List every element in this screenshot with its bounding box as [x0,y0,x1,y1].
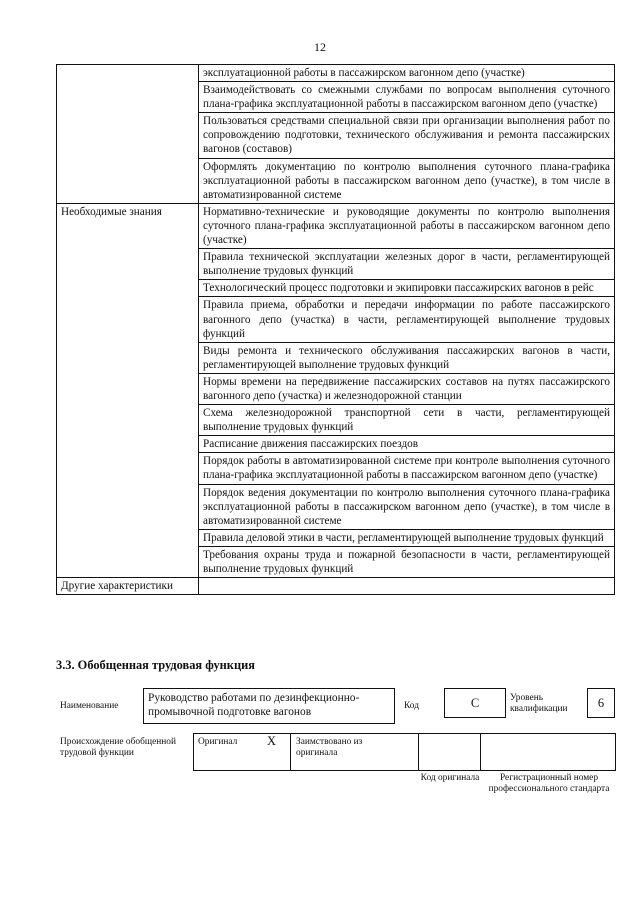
skills-knowledge-table [56,64,615,595]
table-row [57,65,615,82]
table-cell: Оформлять документацию по контролю выполнения суточного плана-графика эксплуатационной работы в пассажирском вагонном депо (участке), в том числе в автоматизированной системе [199,158,615,203]
code-original-caption: Код оригинала [420,773,480,783]
table-cell: Взаимодействовать со смежными службами по вопросам выполнения суточного плана-графика эксплуатационной работы в пассажирском вагонном депо (участке) [199,82,615,113]
table-cell: Правила технической эксплуатации железных дорог в части, регламентирующей выполнение трудовых функций [199,249,615,280]
level-value: 6 [587,688,615,718]
other-value [199,578,615,595]
knowledge-label: Необходимые знания [57,203,199,577]
code-label: Код [404,701,419,711]
divider [480,733,481,771]
divider [290,733,291,771]
name-value: Руководство работами по дезинфекционно-промывочной подготовке вагонов [143,688,395,724]
continuation-label-cell [57,65,199,204]
table-cell: Схема железнодорожной транспортной сети в части, регламентирующей выполнение трудовых функций [199,405,615,436]
table-cell: Порядок ведения документации по контролю выполнения суточного плана-графика эксплуатационной работы в пассажирском вагонном депо (участке), в том числе в автоматизированной системе [199,484,615,529]
table-cell: Требования охраны труда и пожарной безопасности в части, регламентирующей выполнение трудовых функций [199,546,615,577]
borrowed-label: Заимствовано из оригинала [296,737,363,758]
table-cell: Нормы времени на передвижение пассажирских составов на путях пассажирского вагонного депо (участка) и железнодорожной станции [199,373,615,404]
name-label: Наименование [60,701,119,711]
page-number: 12 [314,40,326,54]
table-cell: Технологический процесс подготовки и экипировки пассажирских вагонов в рейс [199,280,615,297]
original-mark: X [267,734,277,748]
table-cell: Пользоваться средствами специальной связи при организации выполнения работ по сопровождению подготовки, технического обслуживания и ремонта пассажирских вагонов (составов) [199,113,615,158]
code-value: C [444,688,506,718]
level-label: Уровень квалификации [510,693,568,714]
table-cell: эксплуатационной работы в пассажирском вагонном депо (участке) [199,65,615,82]
table-cell: Виды ремонта и технического обслуживания пассажирских вагонов в части, регламентирующей выполнение трудовых функций [199,342,615,373]
section-title: 3.3. Обобщенная трудовая функция [56,658,255,672]
reg-number-caption: Регистрационный номер профессионального стандарта [488,773,610,794]
table-cell: Порядок работы в автоматизированной системе при контроле выполнения суточного плана-графика эксплуатационной работы в пассажирском вагонном депо (участке) [199,453,615,484]
table-cell: Правила деловой этики в части, регламентирующей выполнение трудовых функций [199,529,615,546]
table-cell: Правила приема, обработки и передачи информации по работе пассажирского вагонного депо (участка) в части, регламентирующей выполнение трудовых функций [199,297,615,342]
original-label: Оригинал [198,737,238,747]
divider [418,733,419,771]
table-row [57,203,615,248]
table-cell: Расписание движения пассажирских поездов [199,436,615,453]
table-row [57,578,615,595]
other-label: Другие характеристики [57,578,199,595]
origin-label: Происхождение обобщенной трудовой функции [60,737,176,758]
table-cell: Нормативно-технические и руководящие документы по контролю выполнения суточного плана-графика эксплуатационной работы в пассажирском вагонном депо (участке) [199,203,615,248]
